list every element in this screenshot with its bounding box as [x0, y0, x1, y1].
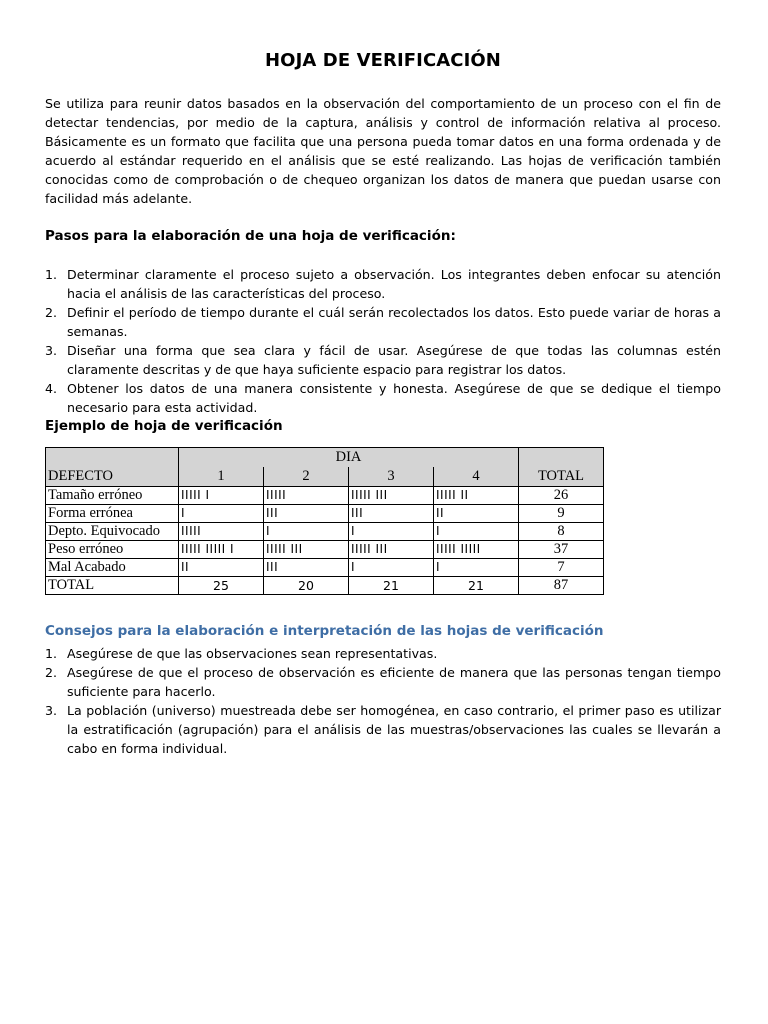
- grand-total: 87: [519, 577, 604, 595]
- row-total: 26: [519, 487, 604, 505]
- list-item: 3. Diseñar una forma que sea clara y fácil de usar. Asegúrese de que todas las columnas estén claramente descritas y de que haya suficiente espacio para registrar los datos.: [45, 343, 721, 377]
- tally-cell: I: [264, 523, 349, 541]
- day-total: 21: [349, 577, 434, 595]
- tally-cell: III: [264, 559, 349, 577]
- tally-cell: IIIII III: [349, 541, 434, 559]
- row-total: 9: [519, 505, 604, 523]
- total-header: TOTAL: [519, 467, 604, 487]
- tips-list: [45, 644, 721, 758]
- page-title: HOJA DE VERIFICACIÓN: [265, 50, 501, 71]
- defecto-header: DEFECTO: [46, 467, 179, 487]
- list-item: 3. La población (universo) muestreada debe ser homogénea, en caso contrario, el primer paso es utilizar la estratificación (agrupación) para el análisis de las muestras/observaciones las cuales se llevarán a cabo en forma individual.: [45, 703, 721, 756]
- list-item: 2. Definir el período de tiempo durante el cuál serán recolectados los datos. Esto puede variar de horas a semanas.: [45, 305, 721, 339]
- tally-cell: IIIII: [264, 487, 349, 505]
- tally-cell: III: [349, 505, 434, 523]
- steps-list: [45, 265, 721, 417]
- table-row: [46, 541, 604, 559]
- day-header: 1: [179, 467, 264, 487]
- tally-cell: IIIII IIIII: [434, 541, 519, 559]
- row-total: 37: [519, 541, 604, 559]
- defect-name: Forma errónea: [46, 505, 179, 523]
- day-total: 21: [434, 577, 519, 595]
- table-row: [46, 559, 604, 577]
- row-total: 7: [519, 559, 604, 577]
- defect-name: Peso erróneo: [46, 541, 179, 559]
- table-row: [46, 505, 604, 523]
- day-total: 20: [264, 577, 349, 595]
- tally-cell: I: [179, 505, 264, 523]
- tally-cell: IIIII IIIII I: [179, 541, 264, 559]
- defect-name: Mal Acabado: [46, 559, 179, 577]
- tally-cell: II: [434, 505, 519, 523]
- tips-heading: Consejos para la elaboración e interpretación de las hojas de verificación: [45, 623, 604, 639]
- table-header-row: [46, 467, 604, 487]
- totals-label: TOTAL: [46, 577, 179, 595]
- day-header: 4: [434, 467, 519, 487]
- day-total: 25: [179, 577, 264, 595]
- table-row: [46, 523, 604, 541]
- row-total: 8: [519, 523, 604, 541]
- day-header: 2: [264, 467, 349, 487]
- table-row: [46, 487, 604, 505]
- tally-cell: I: [434, 523, 519, 541]
- totals-row: [46, 577, 604, 595]
- intro-paragraph: Se utiliza para reunir datos basados en la observación del comportamiento de un proceso con el fin de detectar tendencias, por medio de la captura, análisis y control de información relativa al proceso. Básicamente es un formato que facilita que una persona pueda tomar datos en una forma ordenada y de acuerdo al estándar requerido en el análisis que se esté realizando. Las hojas de verificación también conocidas como de comprobación o de chequeo organizan los datos de manera que puedan usarse con facilidad más adelante.: [45, 96, 721, 206]
- check-sheet-table: [45, 447, 604, 595]
- tally-cell: IIIII III: [349, 487, 434, 505]
- tally-cell: IIIII I: [179, 487, 264, 505]
- list-item: 2. Asegúrese de que el proceso de observación es eficiente de manera que las personas tengan tiempo suficiente para hacerlo.: [45, 665, 721, 699]
- tally-cell: I: [434, 559, 519, 577]
- defect-name: Depto. Equivocado: [46, 523, 179, 541]
- tally-cell: III: [264, 505, 349, 523]
- defect-name: Tamaño erróneo: [46, 487, 179, 505]
- list-item: 4. Obtener los datos de una manera consistente y honesta. Asegúrese de que se dedique el tiempo necesario para esta actividad.: [45, 381, 721, 415]
- steps-heading: Pasos para la elaboración de una hoja de verificación:: [45, 228, 456, 244]
- document-page: [45, 48, 721, 758]
- tally-cell: IIIII III: [264, 541, 349, 559]
- tally-cell: IIIII II: [434, 487, 519, 505]
- tally-cell: I: [349, 559, 434, 577]
- list-item: 1. Determinar claramente el proceso sujeto a observación. Los integrantes deben enfocar su atención hacia el análisis de las características del proceso.: [45, 267, 721, 301]
- list-item: 1. Asegúrese de que las observaciones sean representativas.: [45, 646, 438, 661]
- tally-cell: I: [349, 523, 434, 541]
- tally-cell: IIIII: [179, 523, 264, 541]
- table-header-row: [46, 448, 604, 468]
- dia-header: DIA: [179, 448, 519, 468]
- tally-cell: II: [179, 559, 264, 577]
- day-header: 3: [349, 467, 434, 487]
- example-heading: Ejemplo de hoja de verificación: [45, 418, 283, 434]
